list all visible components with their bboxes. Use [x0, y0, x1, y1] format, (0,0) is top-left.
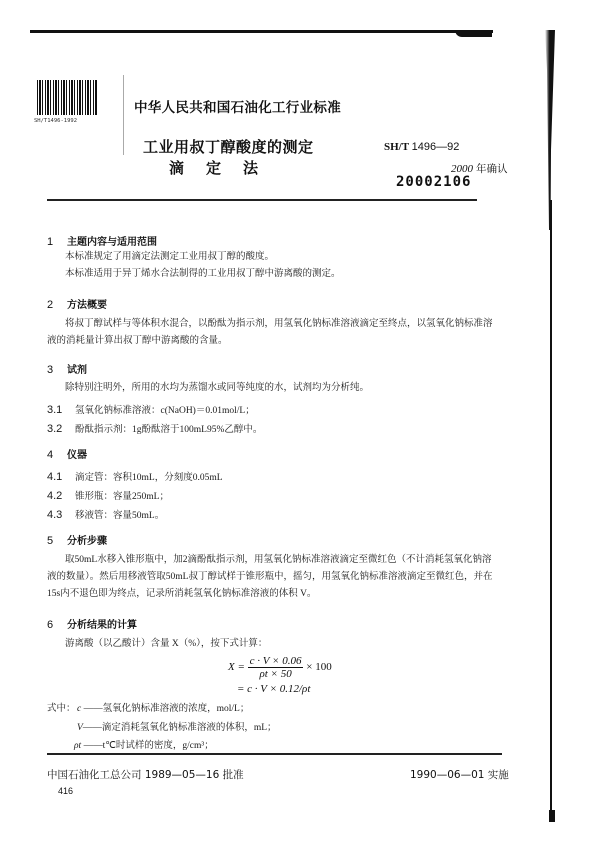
formula-multiplier: × 100 [306, 661, 332, 674]
formula-lhs: X = [228, 661, 245, 674]
section-heading-5: 5 分析步骤 [47, 535, 107, 547]
formula-fraction [248, 655, 304, 680]
item-3-2: 3.2 酚酞指示剂：1g酚酞溶于100mL95%乙醇中。 [47, 423, 263, 435]
item-4-2: 4.2 锥形瓶：容量250mL； [47, 490, 169, 502]
definition-rho: ρt ——t℃时试样的密度，g/cm³； [74, 741, 214, 751]
section-heading-6: 6 分析结果的计算 [47, 619, 137, 631]
section-1-paragraph-2: 本标准适用于异丁烯水合法制得的工业用叔丁醇中游离酸的测定。 [65, 269, 341, 279]
formula-line-1 [228, 655, 332, 680]
scan-top-border [30, 30, 493, 33]
implementation-date: 1990—06—01 实施 [410, 769, 509, 781]
section-heading-4: 4 仪器 [47, 449, 87, 461]
section-5-paragraph: 取50mL水移入锥形瓶中，加2滴酚酞指示剂，用氢氧化钠标准溶液滴定至微红色（不计消耗氢氧化钠溶液的数量）。然后用移液管取50mL叔丁醇试样于锥形瓶中，摇匀，用氢氧化钠标准溶液滴定至微红色，并在15s内不退色即为终点，记录所消耗氢氧化钠标准溶液的体积 V。 [47, 555, 493, 599]
approval-info: 中国石油化工总公司 1989—05—16 批准 [47, 769, 244, 781]
item-3-1: 3.1 氢氧化钠标准溶液：c(NaOH)＝0.01mol/L； [47, 404, 255, 416]
section-6-paragraph: 游离酸（以乙酸计）含量 X（%），按下式计算： [65, 639, 268, 649]
standard-code [384, 141, 459, 153]
definition-c: c ——氢氧化钠标准溶液的浓度，mol/L； [77, 704, 250, 714]
section-heading-2: 2 方法概要 [47, 299, 107, 311]
section-3-paragraph: 除特别注明外，所用的水均为蒸馏水或同等纯度的水，试剂均为分析纯。 [65, 383, 370, 393]
where-label: 式中： [47, 704, 76, 714]
formula-numerator: c · V × 0.06 [249, 655, 302, 667]
item-4-1: 4.1 滴定管：容积10mL，分刻度0.05mL [47, 471, 223, 483]
document-title: 工业用叔丁醇酸度的测定 [143, 138, 314, 156]
section-heading-1: 1 主题内容与适用范围 [47, 236, 157, 248]
header-divider [47, 199, 477, 201]
formula-line-2: = c · V × 0.12/ρt [237, 683, 311, 695]
scan-corner-shadow [455, 30, 492, 37]
confirmation-label: 年确认 [476, 163, 508, 175]
formula-denominator: ρt × 50 [259, 668, 292, 680]
item-4-3: 4.3 移液管：容量50mL。 [47, 509, 165, 521]
document-subtitle: 滴定法 [169, 159, 281, 177]
stamp-code: 20002106 [396, 174, 472, 190]
definition-v: V——滴定消耗氢氧化钠标准溶液的体积，mL； [77, 723, 277, 733]
standard-code-number: 1496—92 [411, 141, 460, 153]
barcode-image [37, 80, 97, 115]
section-heading-3: 3 试剂 [47, 364, 87, 376]
header-separator [123, 75, 124, 155]
page-number: 416 [58, 786, 74, 796]
standard-code-prefix: SH/T [384, 141, 409, 153]
scan-right-border [550, 200, 552, 820]
section-2-paragraph: 将叔丁醇试样与等体积水混合，以酚酞为指示剂，用氢氧化钠标准溶液滴定至终点，以氢氧化钠标准溶液的消耗量计算出叔丁醇中游离酸的含量。 [47, 319, 493, 346]
barcode-text: SH/T1496-1992 [34, 118, 78, 124]
footer-divider [47, 753, 502, 755]
scan-bottom-corner [549, 810, 555, 822]
section-1-paragraph-1: 本标准规定了用滴定法测定工业用叔丁醇的酸度。 [65, 252, 275, 262]
confirmation-year: 2000 [451, 163, 473, 175]
standard-category: 中华人民共和国石油化工行业标准 [134, 100, 341, 116]
